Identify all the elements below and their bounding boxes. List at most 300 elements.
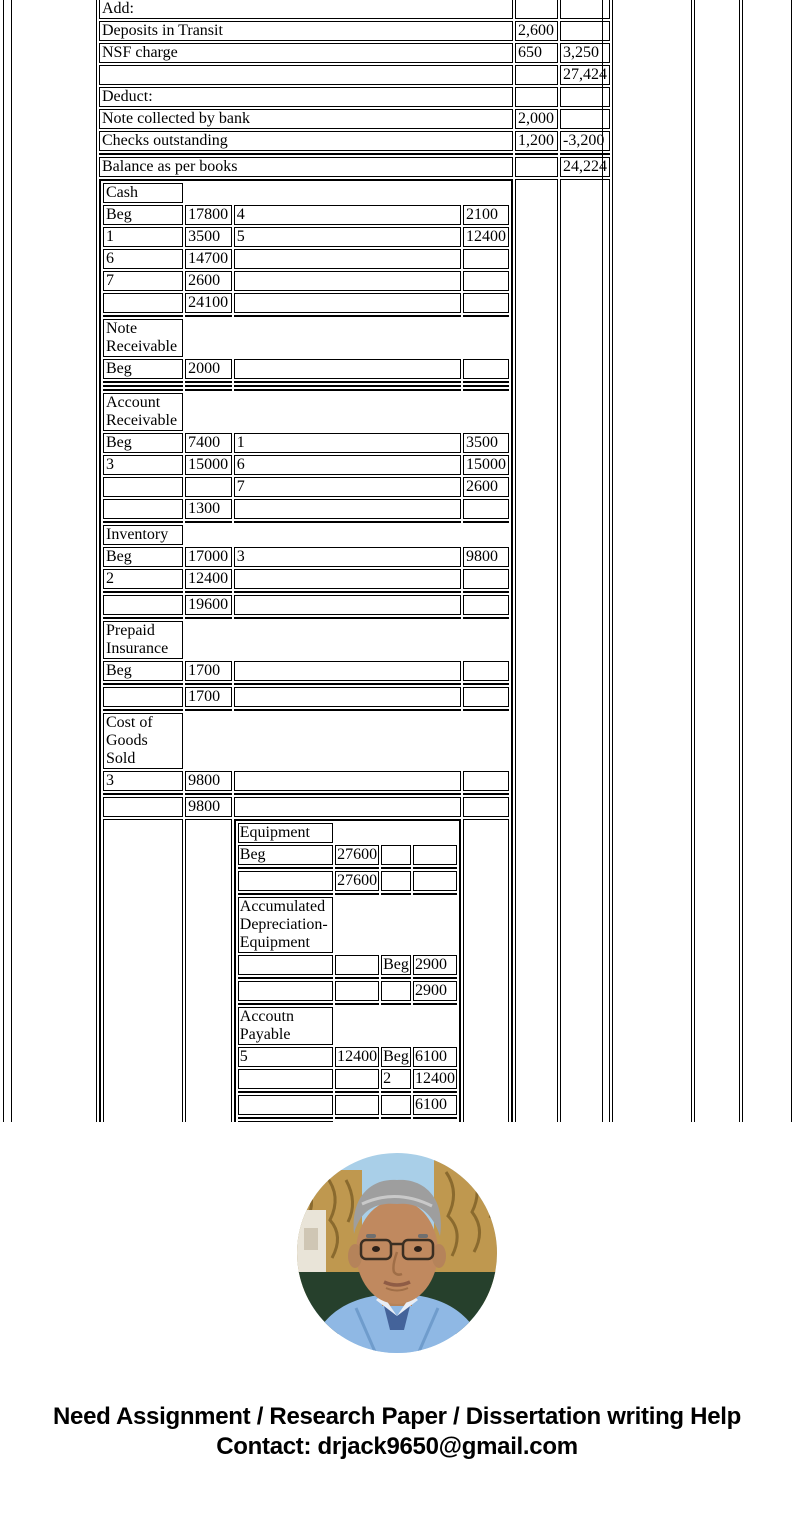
table-cell: Beg <box>103 359 183 379</box>
table-cell: 1300 <box>185 499 232 519</box>
table-cell: 12400 <box>185 569 232 589</box>
table-row <box>99 0 610 19</box>
table-cell: 1,200 <box>515 131 558 151</box>
table-cell <box>335 1121 379 1122</box>
table-cell <box>234 389 461 391</box>
table-cell <box>234 271 461 291</box>
table-cell <box>103 381 183 383</box>
table-cell: 17800 <box>185 205 232 225</box>
table-cell: Add: <box>99 0 513 19</box>
table-cell <box>381 981 411 1001</box>
table-cell: 27600 <box>337 872 378 889</box>
separator-row <box>103 793 509 795</box>
table-cell <box>413 1003 457 1005</box>
table-cell <box>335 977 379 979</box>
table-cell <box>335 1003 379 1005</box>
table-cell <box>560 179 610 1122</box>
table-cell <box>463 521 509 523</box>
table-row <box>99 43 610 63</box>
table-cell <box>185 793 232 795</box>
table-cell <box>413 823 457 843</box>
table-cell <box>335 893 379 895</box>
table-cell <box>463 525 509 545</box>
separator-row <box>103 683 509 685</box>
table-cell: 3500 <box>463 433 509 453</box>
table-cell <box>463 249 509 269</box>
table-row <box>238 1047 457 1067</box>
table-cell <box>463 621 509 659</box>
table-cell <box>381 871 411 891</box>
table-cell: 6 <box>234 455 461 475</box>
table-cell <box>234 591 461 593</box>
table-cell <box>185 315 232 317</box>
table-cell <box>335 1117 379 1119</box>
table-cell: 14700 <box>185 249 232 269</box>
account-header-row <box>238 1007 457 1045</box>
table-cell: 6 <box>103 249 183 269</box>
empty-table-column <box>3 0 12 1122</box>
t-accounts-table <box>100 180 512 1122</box>
separator-row <box>103 385 509 387</box>
table-cell <box>103 617 183 619</box>
table-cell: 12400 <box>463 227 509 247</box>
table-row <box>99 87 610 107</box>
table-cell: 15000 <box>463 455 509 475</box>
table-cell <box>515 153 558 155</box>
table-cell <box>413 897 457 953</box>
account-title-partial <box>238 1121 333 1122</box>
table-cell <box>103 293 183 313</box>
table-cell <box>238 871 333 891</box>
separator-row <box>238 1003 457 1005</box>
table-cell <box>413 867 457 869</box>
table-cell: Beg <box>381 955 411 975</box>
table-cell <box>238 867 333 869</box>
table-cell <box>381 1121 411 1122</box>
account-header-row <box>238 823 457 843</box>
separator-row <box>238 977 457 979</box>
table-cell <box>335 897 379 953</box>
table-cell <box>463 591 509 593</box>
table-cell <box>234 499 461 519</box>
table-cell <box>234 709 461 711</box>
table-cell <box>234 687 461 707</box>
table-row <box>103 771 509 791</box>
table-cell <box>515 87 558 107</box>
table-cell <box>103 499 183 519</box>
table-cell <box>103 819 183 1122</box>
table-cell <box>103 389 183 391</box>
table-cell: 2 <box>103 569 183 589</box>
table-cell: 24100 <box>185 293 232 313</box>
account-header-row <box>103 713 509 769</box>
table-cell <box>560 87 610 107</box>
table-cell <box>335 867 379 869</box>
table-cell <box>103 687 183 707</box>
table-cell: 17000 <box>185 547 232 567</box>
account-header-row <box>103 621 509 659</box>
bank-reconciliation-table <box>96 0 613 1122</box>
table-cell <box>463 819 509 1122</box>
table-cell: 7 <box>103 271 183 291</box>
table-cell <box>335 1069 379 1089</box>
account-header-row <box>103 183 509 203</box>
table-cell <box>99 153 513 155</box>
table-cell: 3 <box>103 455 183 475</box>
table-cell <box>413 893 457 895</box>
table-cell <box>515 65 558 85</box>
table-cell <box>234 385 461 387</box>
table-cell: Balance as per books <box>99 157 513 177</box>
table-cell <box>381 1007 411 1045</box>
account-header-row <box>103 319 509 357</box>
table-cell <box>185 477 232 497</box>
table-cell <box>238 1091 333 1093</box>
table-cell <box>234 381 461 383</box>
table-cell <box>381 1003 411 1005</box>
table-cell: 1 <box>234 433 461 453</box>
table-cell <box>515 157 558 177</box>
separator-row <box>238 1117 457 1119</box>
table-cell: 1 <box>103 227 183 247</box>
account-title-cash: Cash <box>103 183 183 203</box>
separator-row <box>238 1091 457 1093</box>
table-cell <box>463 569 509 589</box>
table-cell <box>185 319 232 357</box>
table-cell: Checks outstanding <box>99 131 513 151</box>
table-row <box>103 499 509 519</box>
table-cell: 5 <box>234 227 461 247</box>
table-cell <box>515 179 558 1122</box>
table-cell <box>463 319 509 357</box>
table-cell <box>413 845 457 865</box>
account-title-inventory: Inventory <box>103 525 183 545</box>
table-cell: 7 <box>234 477 461 497</box>
table-cell <box>463 797 509 817</box>
table-cell: 1700 <box>185 661 232 681</box>
table-cell <box>560 21 610 41</box>
table-row <box>103 797 509 817</box>
table-cell: Beg <box>238 845 333 865</box>
account-title-prepaid-insurance: Prepaid Insurance <box>103 621 183 659</box>
table-cell <box>103 385 183 387</box>
table-cell <box>463 385 509 387</box>
table-cell <box>234 621 461 659</box>
table-row <box>99 65 610 85</box>
table-cell <box>185 393 232 431</box>
table-cell <box>515 0 558 19</box>
table-cell: Beg <box>103 661 183 681</box>
table-row <box>103 249 509 269</box>
table-cell: Note collected by bank <box>99 109 513 129</box>
table-cell <box>381 1095 411 1115</box>
table-cell <box>238 1095 333 1115</box>
separator-row <box>103 709 509 711</box>
table-cell: 2000 <box>185 359 232 379</box>
table-row <box>103 271 509 291</box>
table-row <box>103 359 509 379</box>
table-cell <box>103 797 183 817</box>
table-row <box>99 179 610 1122</box>
table-cell <box>185 525 232 545</box>
table-cell: 3,250 <box>560 43 610 63</box>
separator-row <box>103 381 509 383</box>
table-cell <box>234 771 461 791</box>
table-cell <box>463 683 509 685</box>
table-cell <box>463 271 509 291</box>
table-cell: NSF charge <box>99 43 513 63</box>
table-cell: 27600 <box>337 846 378 863</box>
table-cell <box>103 709 183 711</box>
table-cell <box>560 0 610 19</box>
table-cell: 2,000 <box>515 109 558 129</box>
table-cell <box>185 709 232 711</box>
table-row <box>103 661 509 681</box>
account-title-accounts-payable: Accoutn Payable <box>238 1007 333 1045</box>
table-cell: 9800 <box>185 797 232 817</box>
separator-row <box>103 591 509 593</box>
promo-contact: Contact: drjack9650@gmail.com <box>216 1433 578 1460</box>
table-cell: 2600 <box>185 271 232 291</box>
table-row <box>103 455 509 475</box>
table-cell: Deposits in Transit <box>99 21 513 41</box>
table-cell <box>234 293 461 313</box>
table-cell <box>335 1091 379 1093</box>
table-cell <box>185 591 232 593</box>
account-title-note-receivable: Note Receivable <box>103 319 183 357</box>
table-cell: Beg <box>103 433 183 453</box>
table-cell <box>463 771 509 791</box>
table-cell <box>185 713 232 769</box>
table-cell <box>103 315 183 317</box>
table-cell <box>234 819 461 1122</box>
table-cell <box>234 525 461 545</box>
table-cell <box>99 65 513 85</box>
table-cell <box>413 871 457 891</box>
table-cell: 12400 <box>413 1069 457 1089</box>
table-cell <box>463 389 509 391</box>
table-cell <box>103 591 183 593</box>
table-cell: 2 <box>381 1069 411 1089</box>
table-cell <box>238 977 333 979</box>
table-row <box>99 157 610 177</box>
table-row <box>238 871 457 891</box>
table-cell: 3 <box>103 771 183 791</box>
table-cell <box>463 359 509 379</box>
promo-heading: Need Assignment / Research Paper / Dissertation writing Help <box>53 1403 741 1430</box>
table-cell <box>463 293 509 313</box>
empty-table-column <box>742 0 792 1122</box>
table-cell <box>335 1095 379 1115</box>
table-cell <box>238 1117 333 1119</box>
table-cell <box>238 1069 333 1089</box>
table-cell <box>381 1117 411 1119</box>
account-header-row <box>103 393 509 431</box>
table-cell <box>185 385 232 387</box>
table-cell <box>103 477 183 497</box>
table-cell <box>560 153 610 155</box>
separator-row <box>238 893 457 895</box>
table-cell <box>185 183 232 203</box>
table-cell: Deduct: <box>99 87 513 107</box>
table-cell: 9800 <box>463 547 509 567</box>
separator-row <box>103 617 509 619</box>
table-cell <box>463 393 509 431</box>
table-cell <box>234 569 461 589</box>
table-cell <box>413 1007 457 1045</box>
table-cell <box>234 359 461 379</box>
table-cell <box>335 981 379 1001</box>
table-cell <box>185 621 232 659</box>
table-cell <box>238 955 333 975</box>
table-row <box>238 955 457 975</box>
table-cell: 15000 <box>185 455 232 475</box>
table-cell <box>238 1003 333 1005</box>
table-row <box>103 547 509 567</box>
table-cell <box>238 893 333 895</box>
profile-photo-image <box>296 1152 498 1354</box>
table-cell <box>234 793 461 795</box>
table-row <box>103 595 509 615</box>
table-cell <box>463 183 509 203</box>
table-cell <box>335 823 379 843</box>
table-cell <box>381 845 411 865</box>
account-title-equipment: Equipment <box>238 823 333 843</box>
table-cell <box>463 381 509 383</box>
table-cell <box>234 249 461 269</box>
table-row <box>103 819 509 1122</box>
table-cell <box>381 867 411 869</box>
table-cell <box>234 683 461 685</box>
table-cell <box>381 1091 411 1093</box>
table-row <box>238 1095 457 1115</box>
table-cell <box>463 595 509 615</box>
table-cell: 9800 <box>185 771 232 791</box>
table-cell <box>234 617 461 619</box>
table-cell <box>463 499 509 519</box>
table-cell <box>234 661 461 681</box>
empty-table-column <box>694 0 740 1122</box>
table-cell <box>185 521 232 523</box>
separator-row <box>103 521 509 523</box>
table-cell <box>413 1117 457 1119</box>
account-title-account-receivable: Account Receivable <box>103 393 183 431</box>
account-title-accumulated-depreciation: Accumulated Depreciation-Equipment <box>238 897 333 953</box>
table-cell: 6100 <box>413 1047 457 1067</box>
table-cell <box>463 661 509 681</box>
table-cell <box>238 981 333 1001</box>
table-row <box>238 981 457 1001</box>
separator-row <box>103 315 509 317</box>
table-cell: Beg <box>103 205 183 225</box>
table-cell <box>463 709 509 711</box>
table-row <box>103 569 509 589</box>
table-cell: 2900 <box>413 981 457 1001</box>
table-cell: 2,600 <box>515 21 558 41</box>
table-cell <box>335 1007 379 1045</box>
table-cell <box>413 1091 457 1093</box>
table-cell: 3500 <box>185 227 232 247</box>
table-cell <box>185 683 232 685</box>
table-cell <box>463 687 509 707</box>
table-cell <box>234 595 461 615</box>
empty-table-column <box>602 0 692 1122</box>
account-header-row <box>238 1121 457 1122</box>
separator-row <box>103 389 509 391</box>
table-row <box>99 21 610 41</box>
table-cell <box>463 315 509 317</box>
table-cell <box>234 315 461 317</box>
table-cell: 1700 <box>185 687 232 707</box>
table-cell: 650 <box>515 43 558 63</box>
table-row <box>103 433 509 453</box>
table-cell <box>413 977 457 979</box>
table-cell: 2900 <box>413 955 457 975</box>
table-row <box>103 205 509 225</box>
table-cell: Beg <box>381 1047 411 1067</box>
table-cell <box>381 893 411 895</box>
table-cell: 4 <box>234 205 461 225</box>
table-cell <box>103 595 183 615</box>
table-cell <box>103 521 183 523</box>
table-cell: 27,424 <box>560 65 610 85</box>
separator-row <box>99 153 610 155</box>
table-cell <box>234 713 461 769</box>
account-title-cost-of-goods-sold: Cost of Goods Sold <box>103 713 183 769</box>
table-cell <box>234 183 461 203</box>
promo-text-block <box>0 1402 794 1462</box>
table-cell: 12400 <box>337 1048 378 1065</box>
table-cell <box>381 977 411 979</box>
table-cell: -3,200 <box>560 131 610 151</box>
table-row <box>99 109 610 129</box>
table-cell <box>335 955 379 975</box>
table-cell <box>185 617 232 619</box>
table-row <box>103 687 509 707</box>
table-cell <box>103 793 183 795</box>
table-cell <box>234 521 461 523</box>
table-cell: Beg <box>103 547 183 567</box>
table-row <box>238 1069 457 1089</box>
table-cell <box>103 683 183 685</box>
table-row <box>103 293 509 313</box>
table-cell <box>381 897 411 953</box>
table-cell <box>413 1121 457 1122</box>
table-cell: 7400 <box>185 433 232 453</box>
table-cell <box>99 179 513 1122</box>
equipment-accounts-table <box>235 820 460 1122</box>
table-row <box>238 845 457 865</box>
table-cell <box>185 381 232 383</box>
table-cell: 3 <box>234 547 461 567</box>
account-header-row <box>103 525 509 545</box>
table-cell: 5 <box>238 1047 333 1067</box>
table-cell: 19600 <box>185 595 232 615</box>
separator-row <box>238 867 457 869</box>
table-cell: 2600 <box>463 477 509 497</box>
table-cell: 6100 <box>413 1095 457 1115</box>
table-cell <box>381 823 411 843</box>
table-cell <box>234 393 461 431</box>
profile-photo <box>296 1152 498 1354</box>
table-cell <box>185 389 232 391</box>
table-cell <box>185 819 232 1122</box>
table-cell: 24,224 <box>560 157 610 177</box>
table-cell: 2100 <box>463 205 509 225</box>
account-header-row <box>238 897 457 953</box>
table-cell <box>463 617 509 619</box>
table-cell <box>463 713 509 769</box>
